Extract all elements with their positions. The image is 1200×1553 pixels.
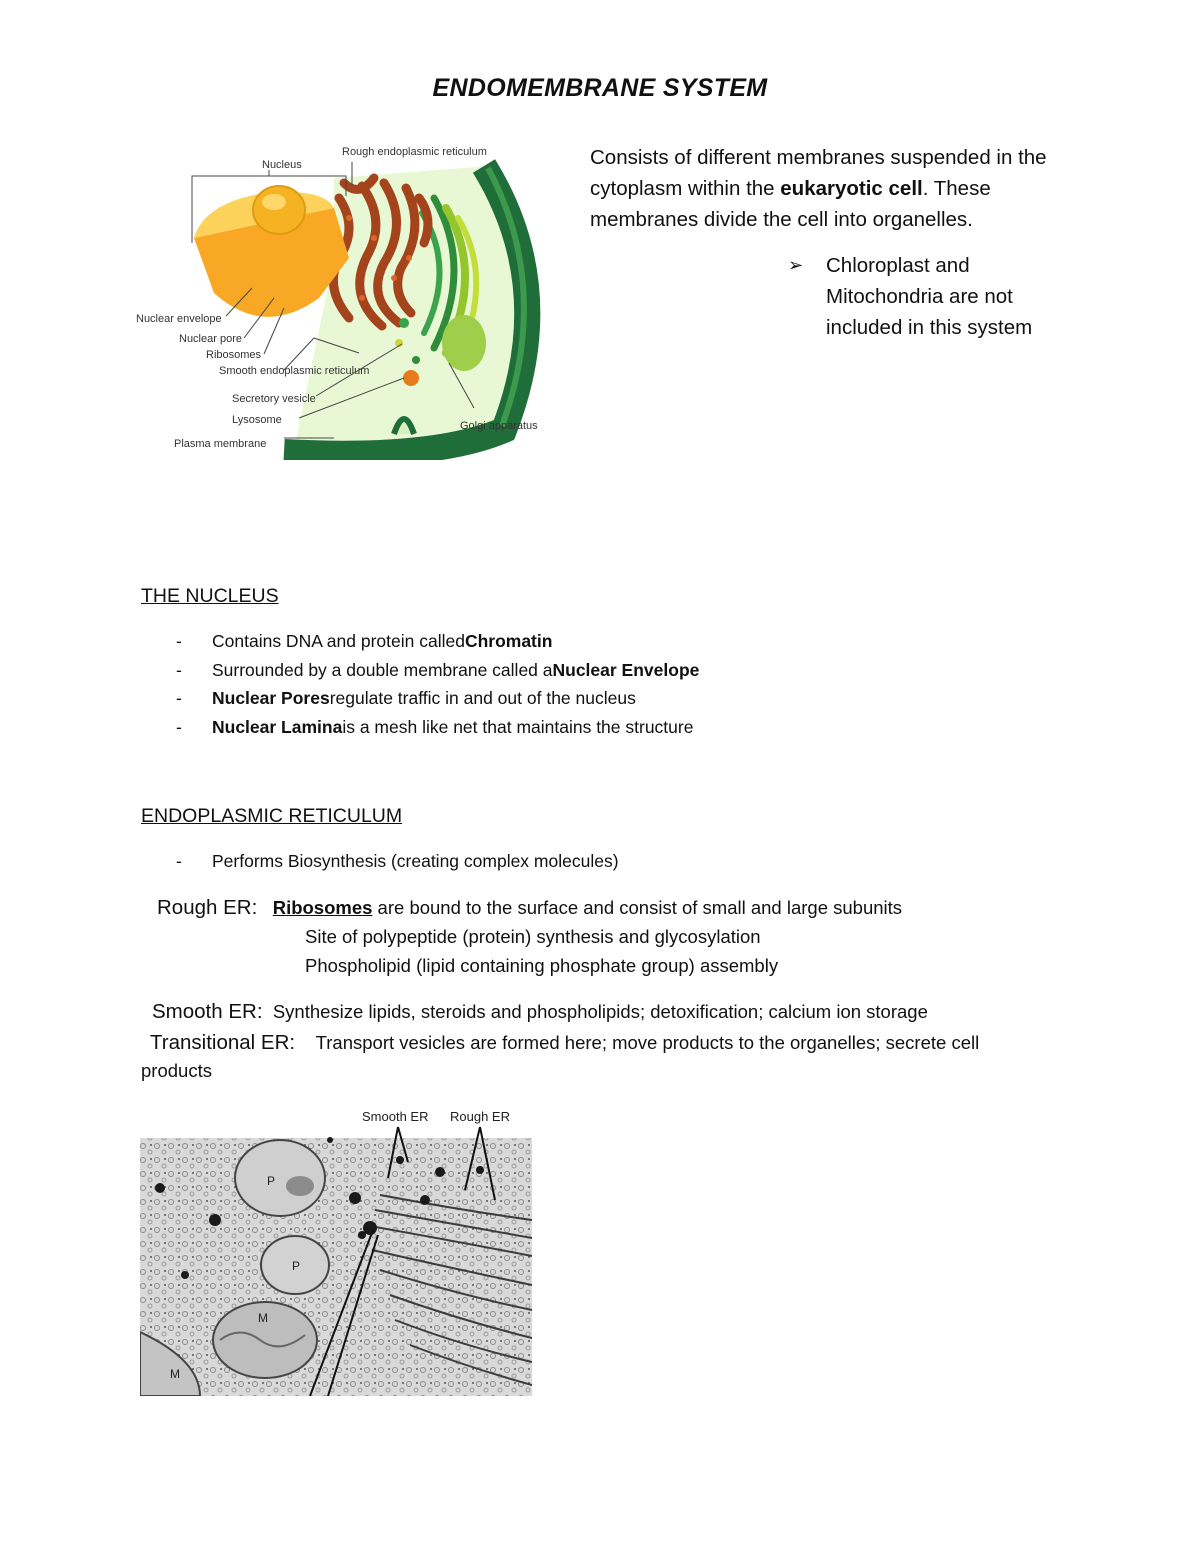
- transitional-er-line: Transitional ER: Transport vesicles are formed here; move products to the organelles; secrete cell: [150, 1031, 980, 1054]
- lysosome-shape: [403, 370, 419, 386]
- label-smooth-er: Smooth endoplasmic reticulum: [219, 365, 370, 377]
- micrograph-background: [140, 1138, 532, 1396]
- er-micrograph: [140, 1100, 532, 1396]
- arrow-bullet-icon: ➢: [788, 255, 804, 275]
- label-p2: P: [292, 1259, 301, 1273]
- list-item: - Performs Biosynthesis (creating complex molecules): [176, 851, 619, 871]
- intro-paragraph: [590, 142, 1070, 235]
- nucleolus-shape: [253, 186, 305, 234]
- cell-diagram: [134, 138, 544, 460]
- rough-er-label: Rough ER:: [157, 896, 258, 919]
- rough-er-line-2: Site of polypeptide (protein) synthesis and glycosylation: [305, 926, 761, 947]
- rough-er-line: Rough ER: Ribosomes are bound to the surface and consist of small and large subunits: [157, 896, 903, 919]
- micrograph-label-rough-er: Rough ER: [450, 1109, 510, 1124]
- label-nuclear-envelope: Nuclear envelope: [136, 313, 222, 325]
- label-m2: M: [170, 1367, 180, 1381]
- peroxisome-1: [235, 1140, 325, 1216]
- intro-bold: eukaryotic cell: [780, 177, 923, 200]
- transitional-er-line-2: products: [141, 1060, 212, 1081]
- label-rough-er: Rough endoplasmic reticulum: [342, 146, 487, 158]
- rough-er-line-3: Phospholipid (lipid containing phosphate group) assembly: [305, 955, 779, 976]
- list-item: - Nuclear Pores regulate traffic in and out of the nucleus: [176, 688, 636, 708]
- side-bullet: [788, 250, 1088, 343]
- ribosomes-term: Ribosomes: [272, 897, 373, 918]
- label-plasma-membrane: Plasma membrane: [174, 438, 267, 450]
- intro-text-1: Consists of different membranes suspended in the cytoplasm within the: [590, 146, 1047, 200]
- label-nucleus: Nucleus: [262, 159, 302, 171]
- label-secretory-vesicle: Secretory vesicle: [232, 393, 316, 405]
- micrograph-label-smooth-er: Smooth ER: [362, 1109, 429, 1124]
- label-m1: M: [258, 1311, 268, 1325]
- nucleus-heading: THE NUCLEUS: [141, 585, 279, 607]
- side-bullet-text: Chloroplast and Mitochondria are not included in this system: [826, 254, 1033, 339]
- nucleus-list: [176, 631, 699, 745]
- label-nuclear-pore: Nuclear pore: [179, 333, 242, 345]
- smooth-er-label: Smooth ER:: [152, 1000, 263, 1023]
- er-list: [176, 851, 619, 880]
- smooth-er-line: Smooth ER: Synthesize lipids, steroids and phospholipids; detoxification; calcium ion storage: [152, 1000, 928, 1023]
- intro-text-2: . These membranes divide the cell into organelles.: [590, 177, 991, 231]
- list-item: - Surrounded by a double membrane called a Nuclear Envelope: [176, 659, 700, 680]
- list-item: - Nuclear Lamina is a mesh like net that maintains the structure: [176, 716, 694, 737]
- label-lysosome: Lysosome: [232, 414, 282, 426]
- label-p1: P: [267, 1174, 276, 1188]
- label-ribosomes: Ribosomes: [206, 349, 262, 361]
- page-title: ENDOMEMBRANE SYSTEM: [432, 74, 768, 102]
- er-heading: ENDOPLASMIC RETICULUM: [141, 805, 403, 827]
- transitional-er-label: Transitional ER:: [150, 1031, 296, 1054]
- label-golgi: Golgi apparatus: [460, 420, 538, 432]
- list-item: - Contains DNA and protein called Chromatin: [176, 631, 553, 651]
